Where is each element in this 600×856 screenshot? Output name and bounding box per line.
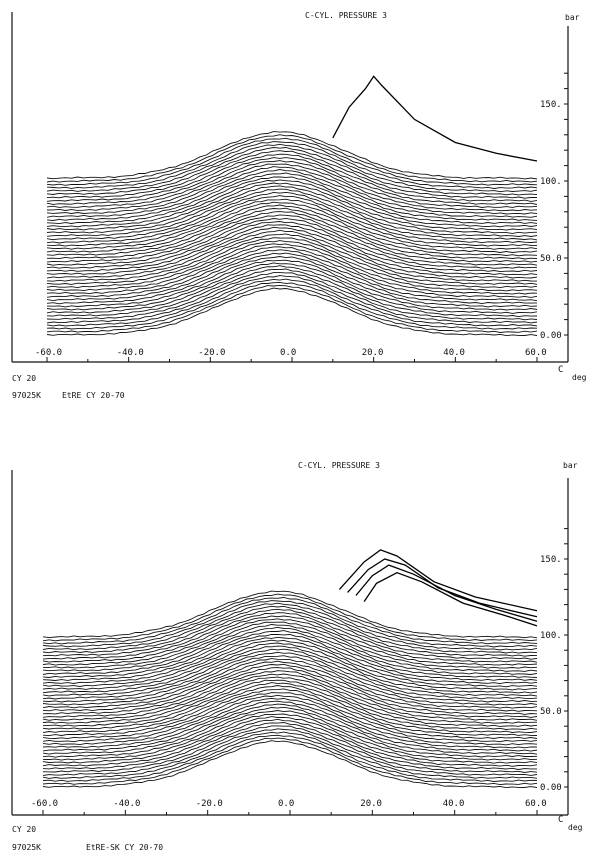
pressure-series-2 [356, 565, 537, 621]
footer-run-label: EtRE CY 20-70 [62, 391, 125, 400]
y-tick-label: 50.0 [540, 254, 562, 264]
x-unit-label: deg [572, 373, 587, 382]
x-tick-label: 60.0 [525, 348, 547, 358]
x-tick-label: 60.0 [525, 799, 547, 809]
chart-title: C-CYL. PRESSURE 3 [305, 11, 387, 20]
x-tick-label: 40.0 [443, 348, 465, 358]
y-tick-label: 100. [540, 631, 562, 641]
x-unit-label: deg [568, 823, 583, 832]
pressure-series-1 [348, 559, 537, 617]
chart-panel-top [12, 11, 587, 400]
fired-pressure-curves [339, 550, 537, 626]
x-tick-label: -20.0 [198, 348, 226, 358]
y-tick-label: 0.00 [540, 783, 562, 793]
x-tick-labels [31, 799, 547, 809]
y-tick-label: 0.00 [540, 331, 562, 341]
x-tick-labels [35, 348, 547, 358]
waterfall-trace [43, 609, 537, 656]
waterfall-traces [43, 591, 537, 788]
footer-cycle: CY 20 [12, 825, 37, 834]
chart-panel-bottom [12, 461, 583, 852]
x-tick-label: 20.0 [360, 799, 382, 809]
x-tick-label: 40.0 [442, 799, 465, 809]
corner-label: C [558, 365, 564, 375]
x-tick-label: 20.0 [361, 348, 384, 358]
footer-run-label: EtRE-SK CY 20-70 [86, 843, 164, 852]
waterfall-trace [47, 263, 537, 310]
y-tick-label: 100. [540, 177, 562, 187]
x-tick-label: -60.0 [35, 348, 63, 358]
x-tick-label: -40.0 [113, 799, 141, 809]
x-tick-label: -40.0 [116, 348, 144, 358]
y-unit-label: bar [563, 461, 578, 470]
footer-cycle: CY 20 [12, 374, 37, 383]
chart-title: C-CYL. PRESSURE 3 [298, 461, 380, 470]
pressure-series-0 [333, 76, 537, 161]
x-ticks [43, 810, 537, 815]
x-tick-label: 0.0 [278, 799, 295, 809]
x-tick-label: 0.0 [280, 348, 297, 358]
fired-pressure-curves [333, 76, 537, 161]
footer-engine-id: 97025K [12, 843, 41, 852]
y-tick-label: 150. [540, 555, 562, 565]
y-tick-labels [540, 100, 562, 341]
corner-label: C [558, 815, 564, 825]
x-tick-label: -20.0 [195, 799, 223, 809]
waterfall-traces [47, 132, 537, 336]
x-tick-label: -60.0 [31, 799, 59, 809]
y-tick-labels [540, 555, 562, 793]
pressure-series-3 [364, 573, 537, 626]
footer-engine-id: 97025K [12, 391, 41, 400]
y-tick-label: 50.0 [540, 707, 562, 717]
y-tick-label: 150. [540, 100, 562, 110]
y-unit-label: bar [565, 13, 580, 22]
